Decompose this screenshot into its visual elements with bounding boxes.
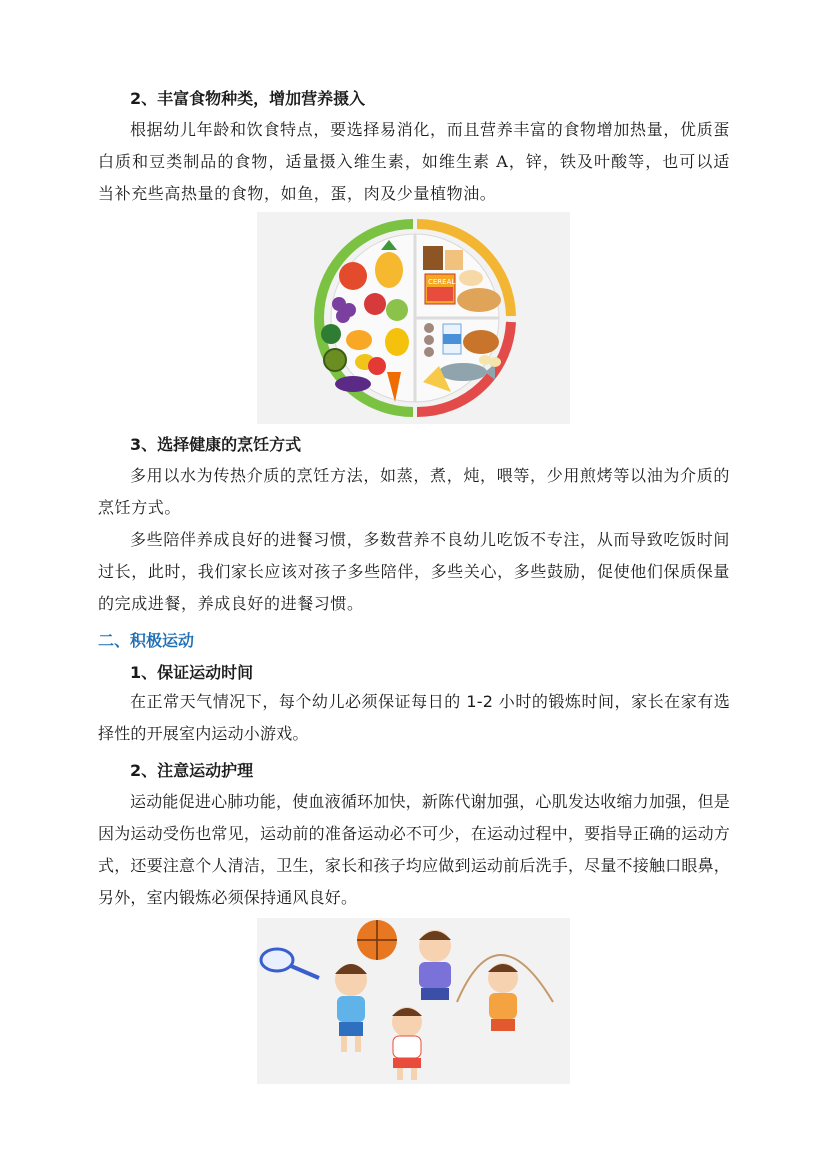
exercise-care-paragraph: 运动能促进心肺功能，使血液循环加快，新陈代谢加强，心肌发达收缩力加强，但是因为运动受伤也常见，运动前的准备运动必不可少，在运动过程中，要指导正确的运动方式，还要注意个人清洁，卫生，家长和孩子均应做到运动前后洗手，尽量不接触口眼鼻，另外，室内锻炼必须保持通风良好。 [98, 792, 730, 907]
kids-sports-figure [257, 918, 570, 1084]
section-3-paragraph-1: 多用以水为传热介质的烹饪方法，如蒸，煮，炖，喂等，少用煎烤等以油为介质的烹饪方式。 [98, 466, 730, 517]
cereal-box-label: CEREAL [428, 278, 456, 286]
part-2-title: 二、积极运动 [98, 631, 195, 650]
food-plate-figure [257, 212, 570, 424]
exercise-time-title: 1、保证运动时间 [130, 663, 254, 682]
exercise-time-paragraph: 在正常天气情况下，每个幼儿必须保证每日的 1-2 小时的锻炼时间，家长在家有选择性的开展室内运动小游戏。 [98, 692, 730, 743]
section-3-paragraph-2: 多些陪伴养成良好的进餐习惯，多数营养不良幼儿吃饭不专注，从而导致吃饭时间过长，此时，我们家长应该对孩子多些陪伴，多些关心，多些鼓励，促使他们保质保量的完成进餐，养成良好的进餐习惯。 [98, 530, 730, 613]
kids-sports-illustration [257, 918, 570, 1084]
section-2-paragraph: 根据幼儿年龄和饮食特点，要选择易消化，而且营养丰富的食物增加热量，优质蛋白质和豆类制品的食物，适量摄入维生素，如维生素 A，锌，铁及叶酸等，也可以适当补充些高热量的食物，如鱼，蛋，肉及少量植物油。 [98, 120, 730, 203]
food-plate-illustration [257, 212, 570, 424]
exercise-care-title: 2、注意运动护理 [130, 761, 254, 780]
section-2-title: 2、丰富食物种类，增加营养摄入 [130, 89, 366, 108]
section-3-title: 3、选择健康的烹饪方式 [130, 435, 302, 454]
